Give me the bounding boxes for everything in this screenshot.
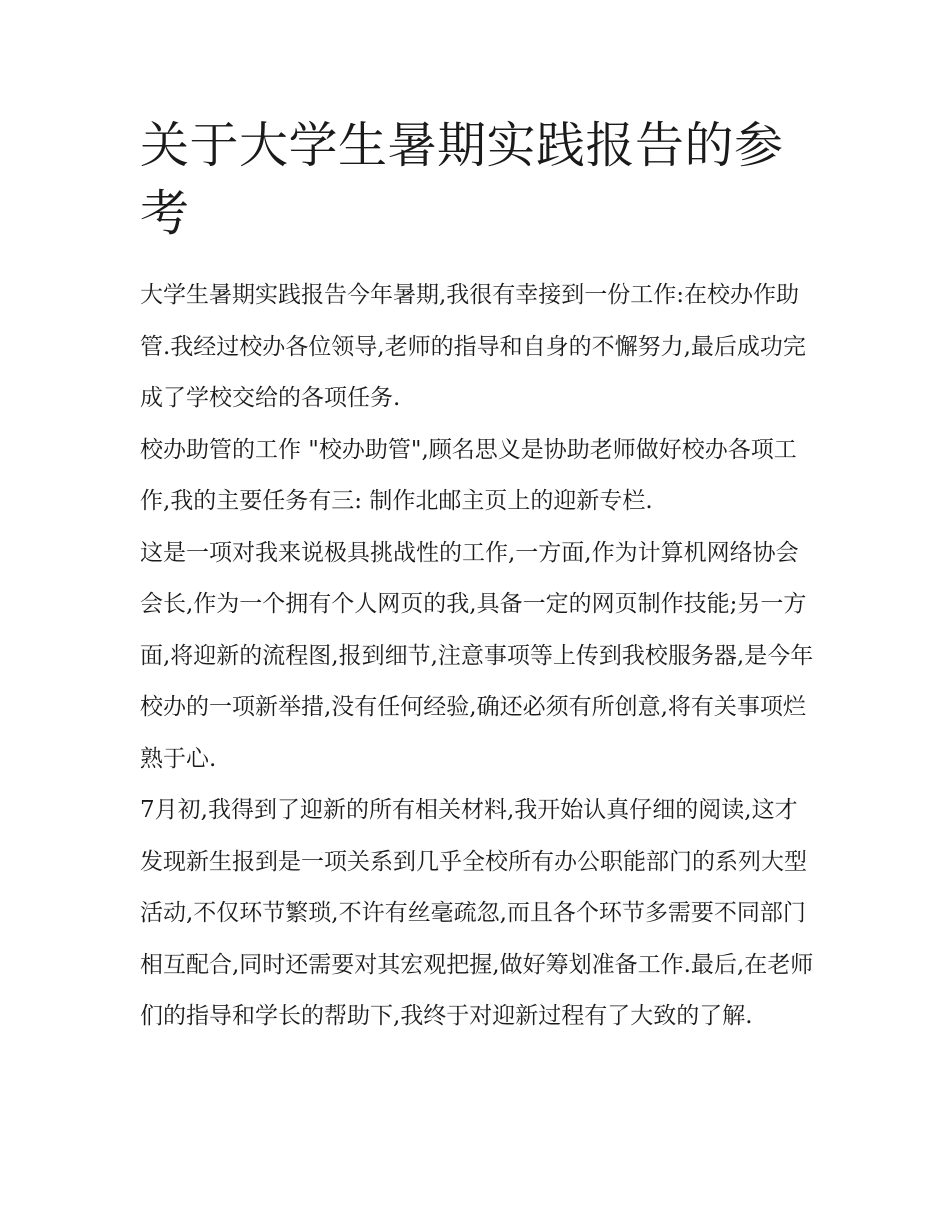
paragraph-intro: 大学生暑期实践报告今年暑期,我很有幸接到一份工作:在校办作助管.我经过校办各位领导,老师的指导和自身的不懈努力,最后成功完成了学校交给的各项任务. [140,282,806,411]
document-title: 关于大学生暑期实践报告的参考 [140,117,784,242]
document-body [140,270,820,1043]
paragraph-duties: 校办助管的工作 "校办助管",顾名思义是协助老师做好校办各项工作,我的主要任务有三: 制作北邮主页上的迎新专栏. [140,436,797,514]
paragraph-challenge: 这是一项对我来说极具挑战性的工作,一方面,作为计算机网络协会会长,作为一个拥有个人网页的我,具备一定的网页制作技能;另一方面,将迎新的流程图,报到细节,注意事项等上传到我校服务器,是今年校办的一项新举措,没有任何经验,确还必须有所创意,将有关事项烂熟于心. [140,539,814,772]
paragraph-july: 7月初,我得到了迎新的所有相关材料,我开始认真仔细的阅读,这才发现新生报到是一项关系到几乎全校所有办公职能部门的系列大型活动,不仅环节繁琐,不许有丝毫疏忽,而且各个环节多需要不同部门相互配合,同时还需要对其宏观把握,做好筹划准备工作.最后,在老师们的指导和学长的帮助下,我终于对迎新过程有了大致的了解. [140,797,814,1029]
document-content [140,112,820,1043]
